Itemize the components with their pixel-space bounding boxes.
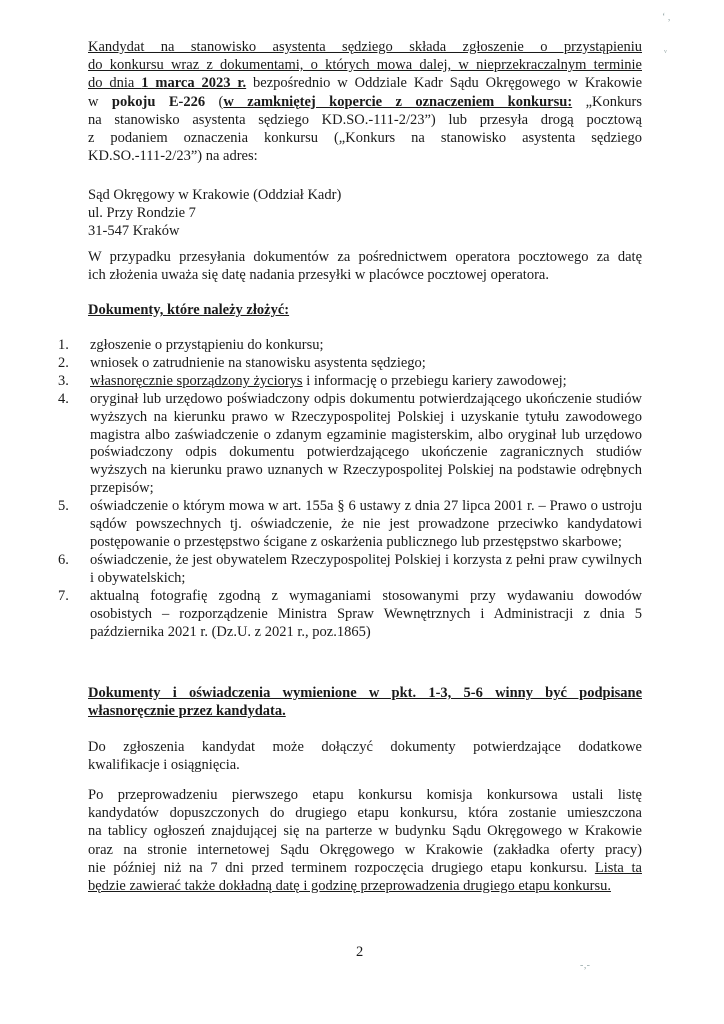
list-number: 2.: [58, 354, 69, 371]
text-line: [88, 859, 642, 877]
list-number: 3.: [58, 372, 69, 389]
text-line: na stanowisko asystenta sędziego KD.SO.-111-2/23”) lub przesyła drogą pocztową: [88, 111, 642, 128]
text-line: ich złożenia uważa się datę nadania przesyłki w placówce pocztowej operatora.: [88, 267, 549, 284]
text-fragment: bezpośrednio w Oddziale Kadr Sądu Okręgowego w Krakowie: [246, 75, 643, 92]
text-line: kandydatów dopuszczonych do drugiego etapu konkursu, która zostanie umieszczona: [88, 805, 642, 822]
list-number: 5.: [58, 498, 69, 515]
text-line: z podaniem oznaczenia konkursu („Konkurs na stanowisko asystenta sędziego: [88, 130, 642, 147]
room-number: pokoju E-226: [111, 93, 206, 110]
text-line: [88, 93, 642, 111]
text-fragment: nie później niż na 7 dni przed terminem rozpoczęcia drugiego etapu konkursu.: [88, 859, 595, 876]
paragraph-second-stage: [88, 786, 642, 895]
list-item: [58, 588, 642, 642]
text-fragment: do dnia: [88, 75, 142, 92]
list-number: 1.: [58, 337, 69, 353]
list-item: [58, 355, 642, 373]
scan-mark-icon: ᵥ: [664, 44, 667, 55]
text-line: [88, 74, 642, 92]
text-line: Po przeprowadzeniu pierwszego etapu konkursu komisja konkursowa ustali listę: [88, 787, 642, 803]
text-line: do konkursu wraz z dokumentami, o których mowa dalej, w nieprzekraczalnym terminie: [88, 57, 642, 74]
deadline-date: 1 marca 2023 r.: [141, 75, 247, 92]
list-number: 6.: [58, 551, 69, 568]
list-text: oświadczenie, że jest obywatelem Rzeczypospolitej Polskiej i korzysta z pełni praw cywilnych i obywatelskich;: [90, 551, 642, 586]
list-text: wniosek o zatrudnienie na stanowisku asystenta sędziego;: [90, 354, 426, 371]
text-line: KD.SO.-111-2/23”) na adres:: [88, 148, 258, 165]
address-line: Sąd Okręgowy w Krakowie (Oddział Kadr): [88, 187, 342, 203]
address-line: 31-547 Kraków: [88, 223, 180, 240]
heading-signature-requirement: [88, 684, 642, 720]
text-line: Kandydat na stanowisko asystenta sędziego składa zgłoszenie o przystąpieniu: [88, 39, 642, 55]
list-text: i informację o przebiegu kariery zawodowej;: [302, 372, 567, 389]
envelope-instruction: w zamkniętej kopercie z oznaczeniem konkursu:: [223, 93, 573, 110]
list-item: [58, 373, 642, 391]
list-item: [58, 337, 642, 355]
court-address: [88, 186, 341, 241]
text-fragment: (: [205, 93, 224, 110]
list-text: oświadczenie o którym mowa w art. 155a § 6 ustawy z dnia 27 lipca 2001 r. – Prawo o ustroju sądów powszechnych tj. oświadczenie, że nie jest prowadzone przeciwko kandydatowi postępowanie o przestępstwo ścigane z oskarżenia publicznego lub przestępstwo skarbowe;: [90, 498, 642, 550]
address-line: ul. Przy Rondzie 7: [88, 205, 196, 222]
heading-line: własnoręcznie przez kandydata.: [88, 703, 286, 720]
paragraph-postal: [88, 248, 642, 284]
list-text: zgłoszenie o przystąpieniu do konkursu;: [90, 337, 324, 353]
text-line: będzie zawierać także dokładną datę i godzinę przeprowadzenia drugiego etapu konkursu.: [88, 878, 611, 895]
paragraph-submission: [88, 38, 642, 165]
text-line: na tablicy ogłoszeń znajdującej się na parterze w budynku Sądu Okręgowego w Krakowie: [88, 823, 642, 840]
documents-list: [58, 337, 642, 641]
list-number: 7.: [58, 587, 69, 604]
page-number: 2: [356, 944, 364, 960]
list-text: aktualną fotografię zgodną z wymaganiami stosowanymi przy wydawaniu dowodów osobistych – rozporządzenie Ministra Spraw Wewnętrznych i Administracji z dnia 5 października 2021 r. (Dz.U. z 2021 r., poz.1865): [90, 587, 642, 640]
text-line: kwalifikacje i osiągnięcia.: [88, 757, 240, 774]
text-fragment: Lista ta: [594, 859, 642, 876]
heading-required-documents: Dokumenty, które należy złożyć:: [88, 302, 290, 318]
text-line: oraz na stronie internetowej Sądu Okręgowego w Krakowie (zakładka oferty pracy): [88, 841, 642, 858]
paragraph-optional-documents: [88, 738, 642, 774]
list-item: [58, 498, 642, 552]
list-item: [58, 391, 642, 498]
list-number: 4.: [58, 390, 69, 407]
text-line: W przypadku przesyłania dokumentów za pośrednictwem operatora pocztowego za datę: [88, 249, 642, 265]
scan-mark-icon: -‚-: [580, 960, 590, 971]
text-line: Do zgłoszenia kandydat może dołączyć dokumenty potwierdzające dodatkowe: [88, 739, 642, 755]
heading-line: Dokumenty i oświadczenia wymienione w pkt. 1-3, 5-6 winny być podpisane: [88, 685, 642, 701]
scan-mark-icon: ‘ ,: [662, 12, 671, 23]
list-text: własnoręcznie sporządzony życiorys: [90, 372, 303, 389]
list-text: oryginał lub urzędowo poświadczony odpis dokumentu potwierdzającego ukończenie studiów wyższych na kierunku prawo w Rzeczypospolitej Polskiej i uzyskanie tytułu zawodowego magistra albo zaświadczenie o zdanym egzaminie magisterskim, albo oryginał lub urzędowo poświadczony odpis dokumentu potwierdzającego ukończenie zagranicznych studiów wyższych na kierunku prawo uznanych w Rzeczypospolitej Polskiej na podstawie odrębnych przepisów;: [90, 390, 642, 497]
text-fragment: w: [88, 93, 112, 110]
text-fragment: „Konkurs: [572, 93, 642, 110]
list-item: [58, 552, 642, 588]
